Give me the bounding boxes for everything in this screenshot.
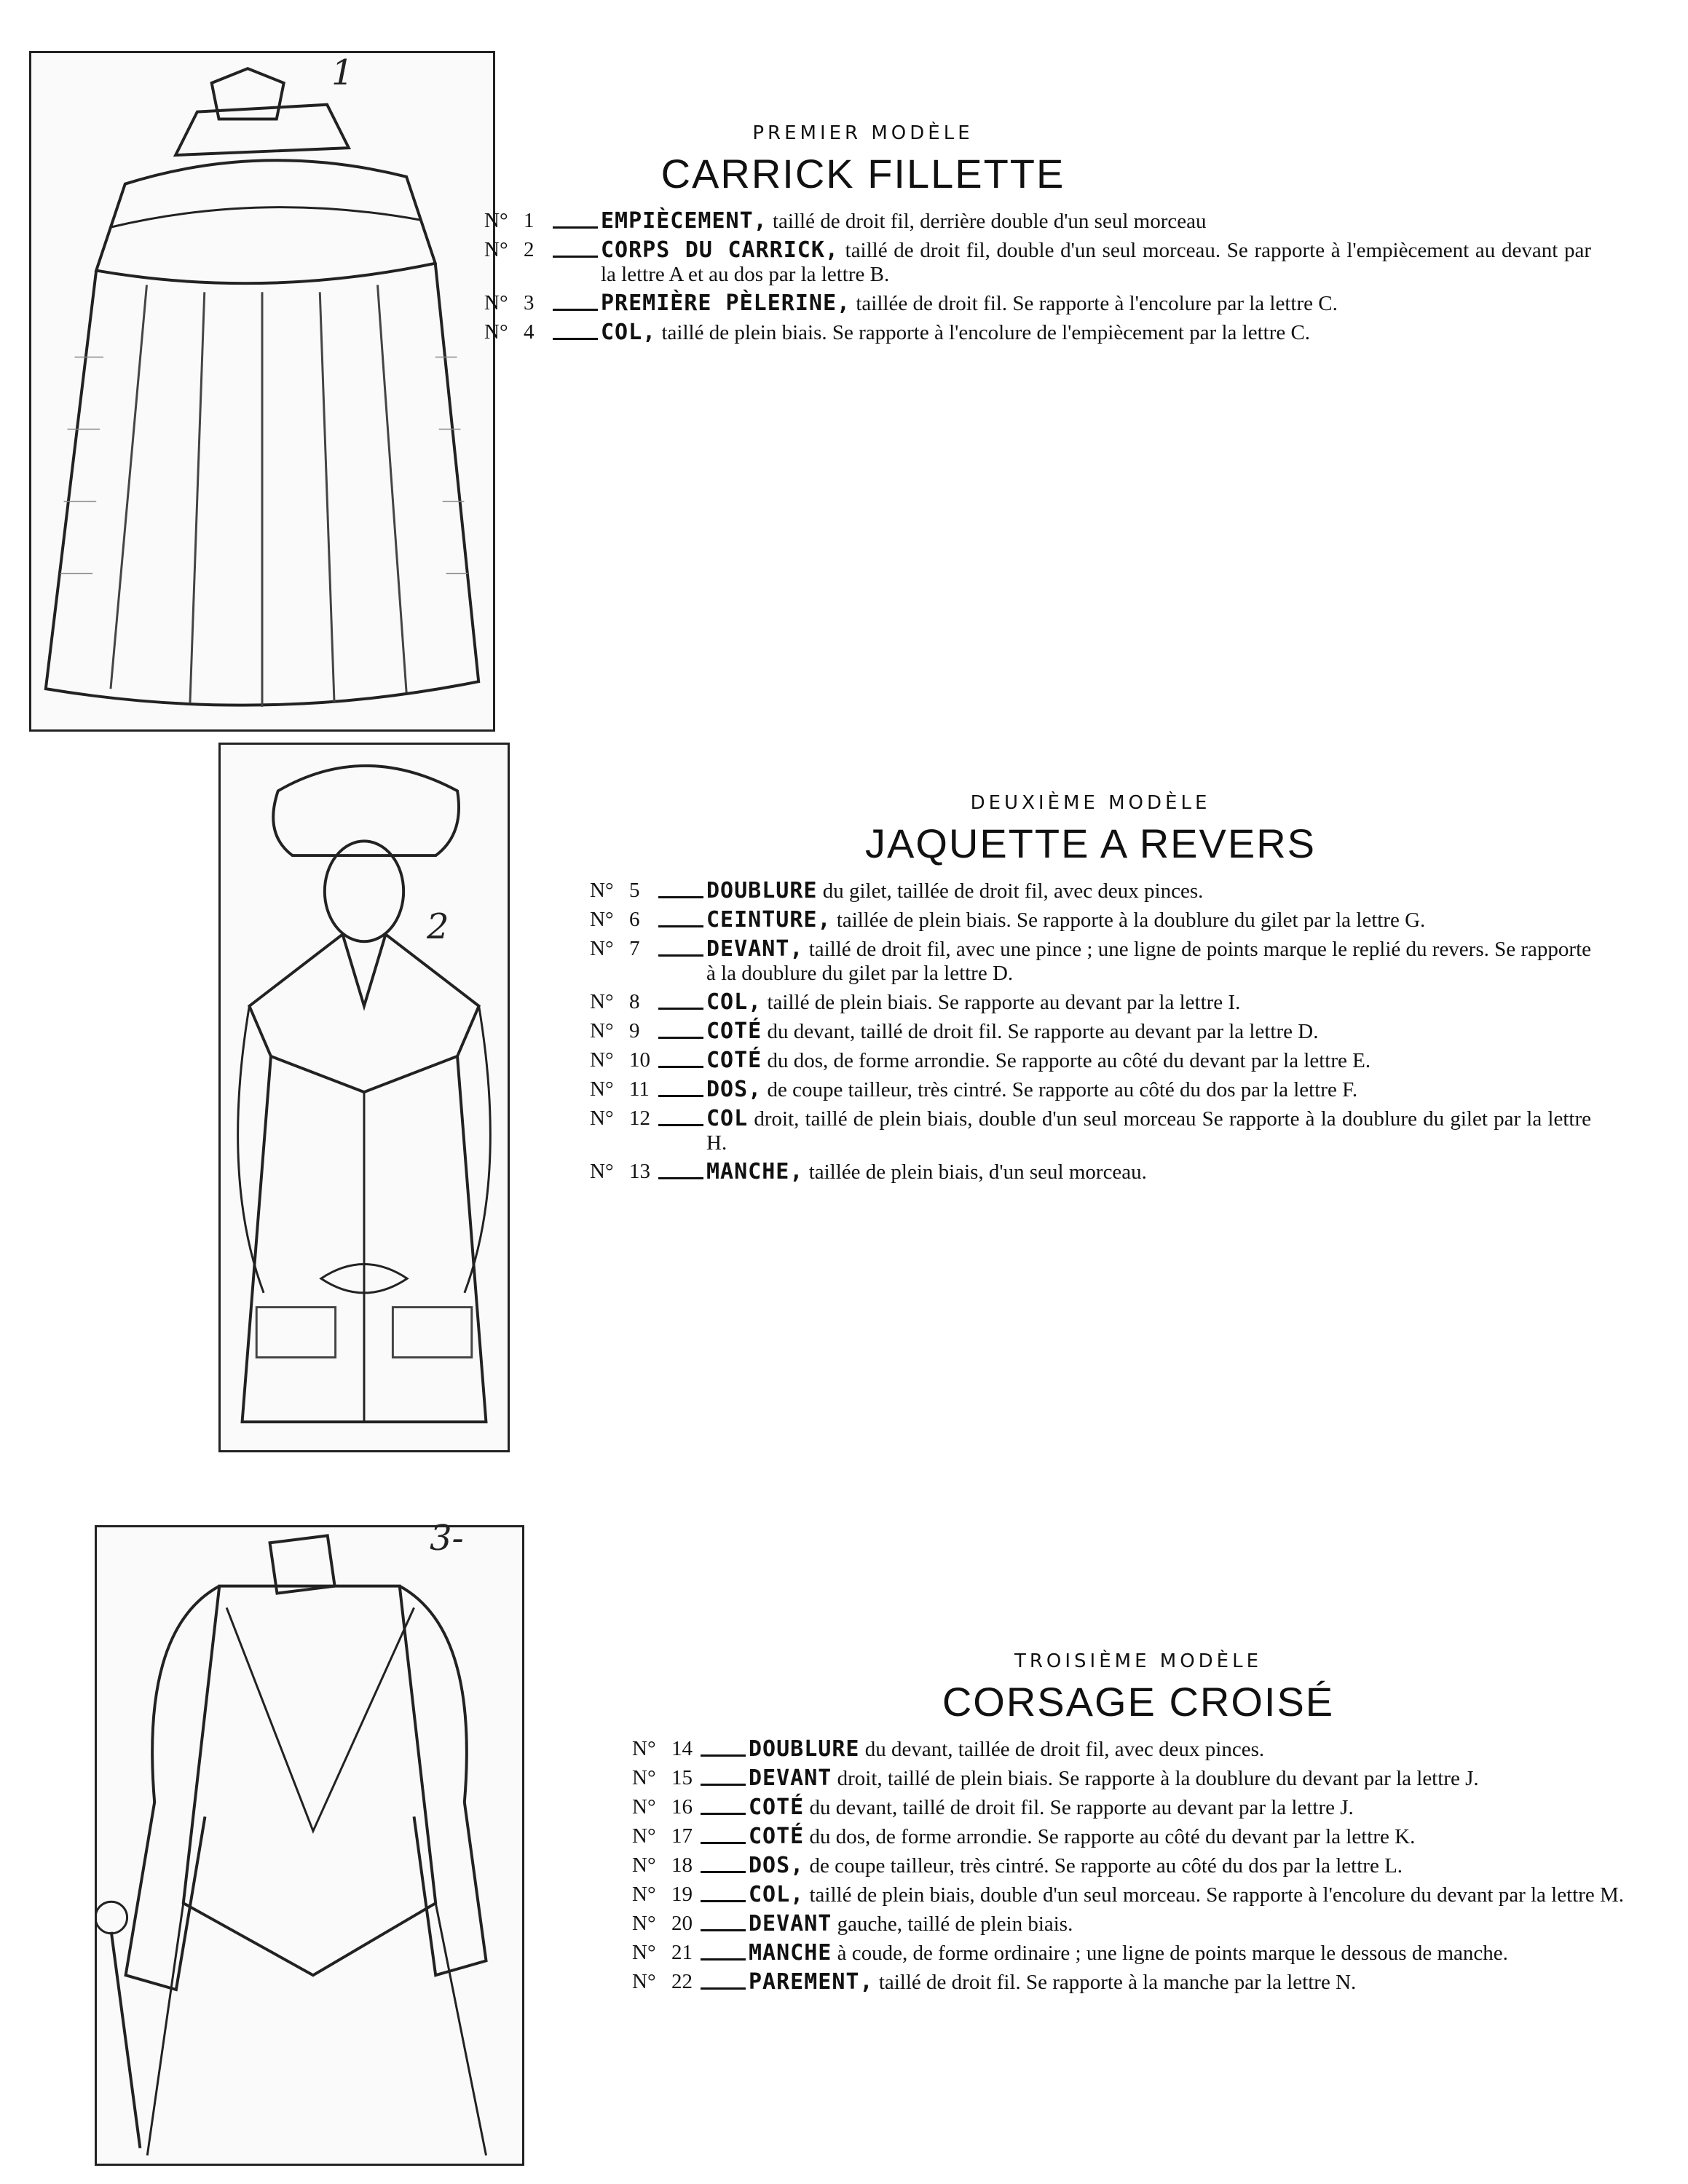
piece-description: du devant, taillée de droit fil, avec deux pinces. [859,1738,1265,1761]
piece-no-label: N° [590,908,614,931]
piece-name: DOS, [706,1077,762,1102]
model-section-3 [632,1650,1644,1999]
piece-number: 1 [524,209,535,232]
piece-no-label: N° [590,1019,614,1042]
piece-no-label: N° [632,1766,656,1789]
piece-name: DEVANT [749,1911,832,1936]
piece-number: 12 [629,1107,650,1130]
piece-number: 7 [629,937,640,960]
piece-no-label: N° [632,1912,656,1935]
piece-no-label: N° [632,1883,656,1906]
piece-item [590,1160,1591,1184]
piece-line-mark [698,1941,749,1965]
piece-description: taillé de plein biais, double d'un seul morceau. Se rapporte à l'encolure du devant par la lettre M. [804,1883,1625,1907]
piece-no-label: N° [632,1853,656,1877]
piece-no-label: N° [590,990,614,1013]
piece-no-label: N° [632,1941,656,1964]
piece-name: COTÉ [749,1824,805,1849]
piece-no-label: N° [590,937,614,960]
piece-list [632,1737,1644,1995]
model-kicker: PREMIER MODÈLE [752,122,974,144]
piece-list [590,879,1591,1184]
piece-name: CORPS DU CARRICK, [601,237,839,263]
piece-no-label: N° [632,1795,656,1819]
piece-line-mark [655,937,706,961]
figure-jaquette-illustration [218,743,510,1452]
piece-no-label: N° [484,209,508,232]
piece-item [632,1853,1644,1878]
piece-line-mark [550,238,601,262]
piece-no-label: N° [590,1107,614,1130]
piece-no-label: N° [590,879,614,902]
piece-no-label: N° [632,1737,656,1760]
piece-item [484,320,1591,345]
piece-number: 8 [629,990,640,1013]
piece-item [590,990,1591,1015]
piece-number: 4 [524,320,535,344]
piece-item [632,1795,1644,1820]
piece-description: de coupe tailleur, très cintré. Se rapporte au côté du dos par la lettre F. [762,1078,1358,1101]
model-kicker: TROISIÈME MODÈLE [1014,1650,1263,1672]
piece-name: COTÉ [749,1795,805,1820]
piece-line-mark [698,1766,749,1790]
piece-line-mark [550,291,601,315]
piece-line-mark [655,879,706,903]
piece-line-mark [698,1912,749,1936]
piece-line-mark [698,1737,749,1761]
piece-description: à coude, de forme ordinaire ; une ligne de points marque le dessous de manche. [832,1942,1508,1965]
piece-item [590,1019,1591,1044]
piece-line-mark [655,1048,706,1072]
piece-name: COTÉ [706,1018,762,1044]
piece-name: DOS, [749,1853,805,1878]
piece-name: MANCHE, [706,1159,804,1184]
piece-name: COTÉ [706,1048,762,1073]
piece-name: COL, [749,1882,805,1907]
model-kicker: DEUXIÈME MODÈLE [970,792,1211,814]
model-title: CORSAGE CROISÉ [942,1679,1335,1725]
piece-name: PREMIÈRE PÈLERINE, [601,290,851,316]
piece-no-label: N° [484,320,508,344]
piece-number: 18 [671,1853,693,1877]
piece-description: gauche, taillé de plein biais. [832,1912,1073,1936]
piece-no-label: N° [590,1160,614,1183]
figure-number-2: 2 [427,906,449,947]
piece-number: 19 [671,1883,693,1906]
piece-item [632,1941,1644,1966]
piece-description: du devant, taillé de droit fil. Se rapporte au devant par la lettre J. [804,1796,1354,1819]
piece-item [590,1107,1591,1155]
piece-item [632,1912,1644,1936]
piece-line-mark [698,1883,749,1907]
piece-item [632,1883,1644,1907]
piece-item [590,879,1591,903]
piece-name: COL, [601,320,657,345]
piece-name: DOUBLURE [749,1736,860,1762]
piece-description: taillé de droit fil. Se rapporte à la manche par la lettre N. [873,1971,1357,1994]
piece-list [484,209,1591,345]
piece-no-label: N° [484,291,508,314]
piece-number: 21 [671,1941,693,1964]
piece-item [484,291,1591,316]
piece-line-mark [655,908,706,932]
piece-description: taillé de plein biais. Se rapporte à l'encolure de l'empiècement par la lettre C. [656,321,1311,344]
piece-line-mark [655,1107,706,1131]
piece-name: COL, [706,989,762,1015]
piece-line-mark [698,1795,749,1819]
piece-name: MANCHE [749,1940,832,1966]
piece-line-mark [550,209,601,233]
piece-name: PAREMENT, [749,1969,874,1995]
piece-description: droit, taillé de plein biais, double d'un seul morceau Se rapporte à la doublure du gilet par la lettre H. [706,1107,1591,1155]
piece-number: 15 [671,1766,693,1789]
piece-description: du devant, taillé de droit fil. Se rapporte au devant par la lettre D. [762,1020,1319,1043]
piece-description: taillé de plein biais. Se rapporte au devant par la lettre I. [762,991,1241,1014]
piece-number: 16 [671,1795,693,1819]
piece-description: taillé de droit fil, derrière double d'un seul morceau [767,210,1207,233]
piece-number: 17 [671,1824,693,1848]
piece-no-label: N° [590,1077,614,1101]
piece-number: 14 [671,1737,693,1760]
model-section-2 [590,792,1591,1189]
piece-description: taillée de droit fil. Se rapporte à l'encolure par la lettre C. [851,292,1338,315]
piece-description: taillée de plein biais. Se rapporte à la doublure du gilet par la lettre G. [831,909,1426,932]
figure-number-1: 1 [331,52,354,93]
piece-item [632,1737,1644,1762]
piece-item [590,937,1591,986]
corsage-drawing [97,1527,522,2164]
piece-no-label: N° [484,238,508,261]
piece-number: 2 [524,238,535,261]
piece-description: taillé de droit fil, avec une pince ; une ligne de points marque le replié du revers. Se rapporte à la doublure du gilet par la lettre D. [706,938,1591,985]
piece-no-label: N° [632,1970,656,1993]
piece-line-mark [698,1824,749,1848]
piece-number: 22 [671,1970,693,1993]
piece-number: 13 [629,1160,650,1183]
piece-no-label: N° [632,1824,656,1848]
piece-item [590,908,1591,933]
jaquette-drawing [221,745,508,1450]
piece-number: 3 [524,291,535,314]
piece-item [590,1077,1591,1102]
piece-number: 5 [629,879,640,902]
piece-line-mark [655,1160,706,1184]
piece-line-mark [550,320,601,344]
piece-name: COL [706,1106,749,1131]
model-title: JAQUETTE A REVERS [864,820,1317,866]
piece-number: 6 [629,908,640,931]
piece-item [632,1766,1644,1791]
model-title: CARRICK FILLETTE [660,151,1065,197]
piece-name: CEINTURE, [706,907,832,933]
piece-item [590,1048,1591,1073]
piece-item [484,209,1591,234]
piece-name: DEVANT, [706,936,804,962]
piece-item [632,1970,1644,1995]
piece-line-mark [698,1970,749,1994]
model-section-1 [484,122,1591,349]
piece-item [484,238,1591,287]
piece-number: 10 [629,1048,650,1072]
piece-number: 20 [671,1912,693,1935]
piece-description: droit, taillé de plein biais. Se rapporte à la doublure du devant par la lettre J. [832,1767,1479,1790]
piece-description: de coupe tailleur, très cintré. Se rapporte au côté du dos par la lettre L. [804,1854,1403,1878]
piece-name: DOUBLURE [706,878,818,903]
piece-number: 11 [629,1077,650,1101]
piece-description: taillée de plein biais, d'un seul morceau. [803,1160,1147,1184]
piece-description: du dos, de forme arrondie. Se rapporte au côté du devant par la lettre E. [762,1049,1371,1072]
piece-item [632,1824,1644,1849]
piece-name: DEVANT [749,1765,832,1791]
piece-name: EMPIÈCEMENT, [601,208,768,234]
figure-corsage-illustration [95,1525,524,2166]
piece-line-mark [655,1077,706,1101]
piece-description: du dos, de forme arrondie. Se rapporte au côté du devant par la lettre K. [804,1825,1416,1848]
piece-line-mark [698,1853,749,1878]
piece-description: taillé de droit fil, double d'un seul morceau. Se rapporte à l'empiècement au devant par la lettre A et au dos par la lettre B. [601,239,1591,286]
piece-line-mark [655,1019,706,1043]
figure-number-3: 3- [430,1518,464,1559]
piece-no-label: N° [590,1048,614,1072]
piece-line-mark [655,990,706,1014]
piece-number: 9 [629,1019,640,1042]
piece-description: du gilet, taillée de droit fil, avec deux pinces. [817,879,1204,903]
